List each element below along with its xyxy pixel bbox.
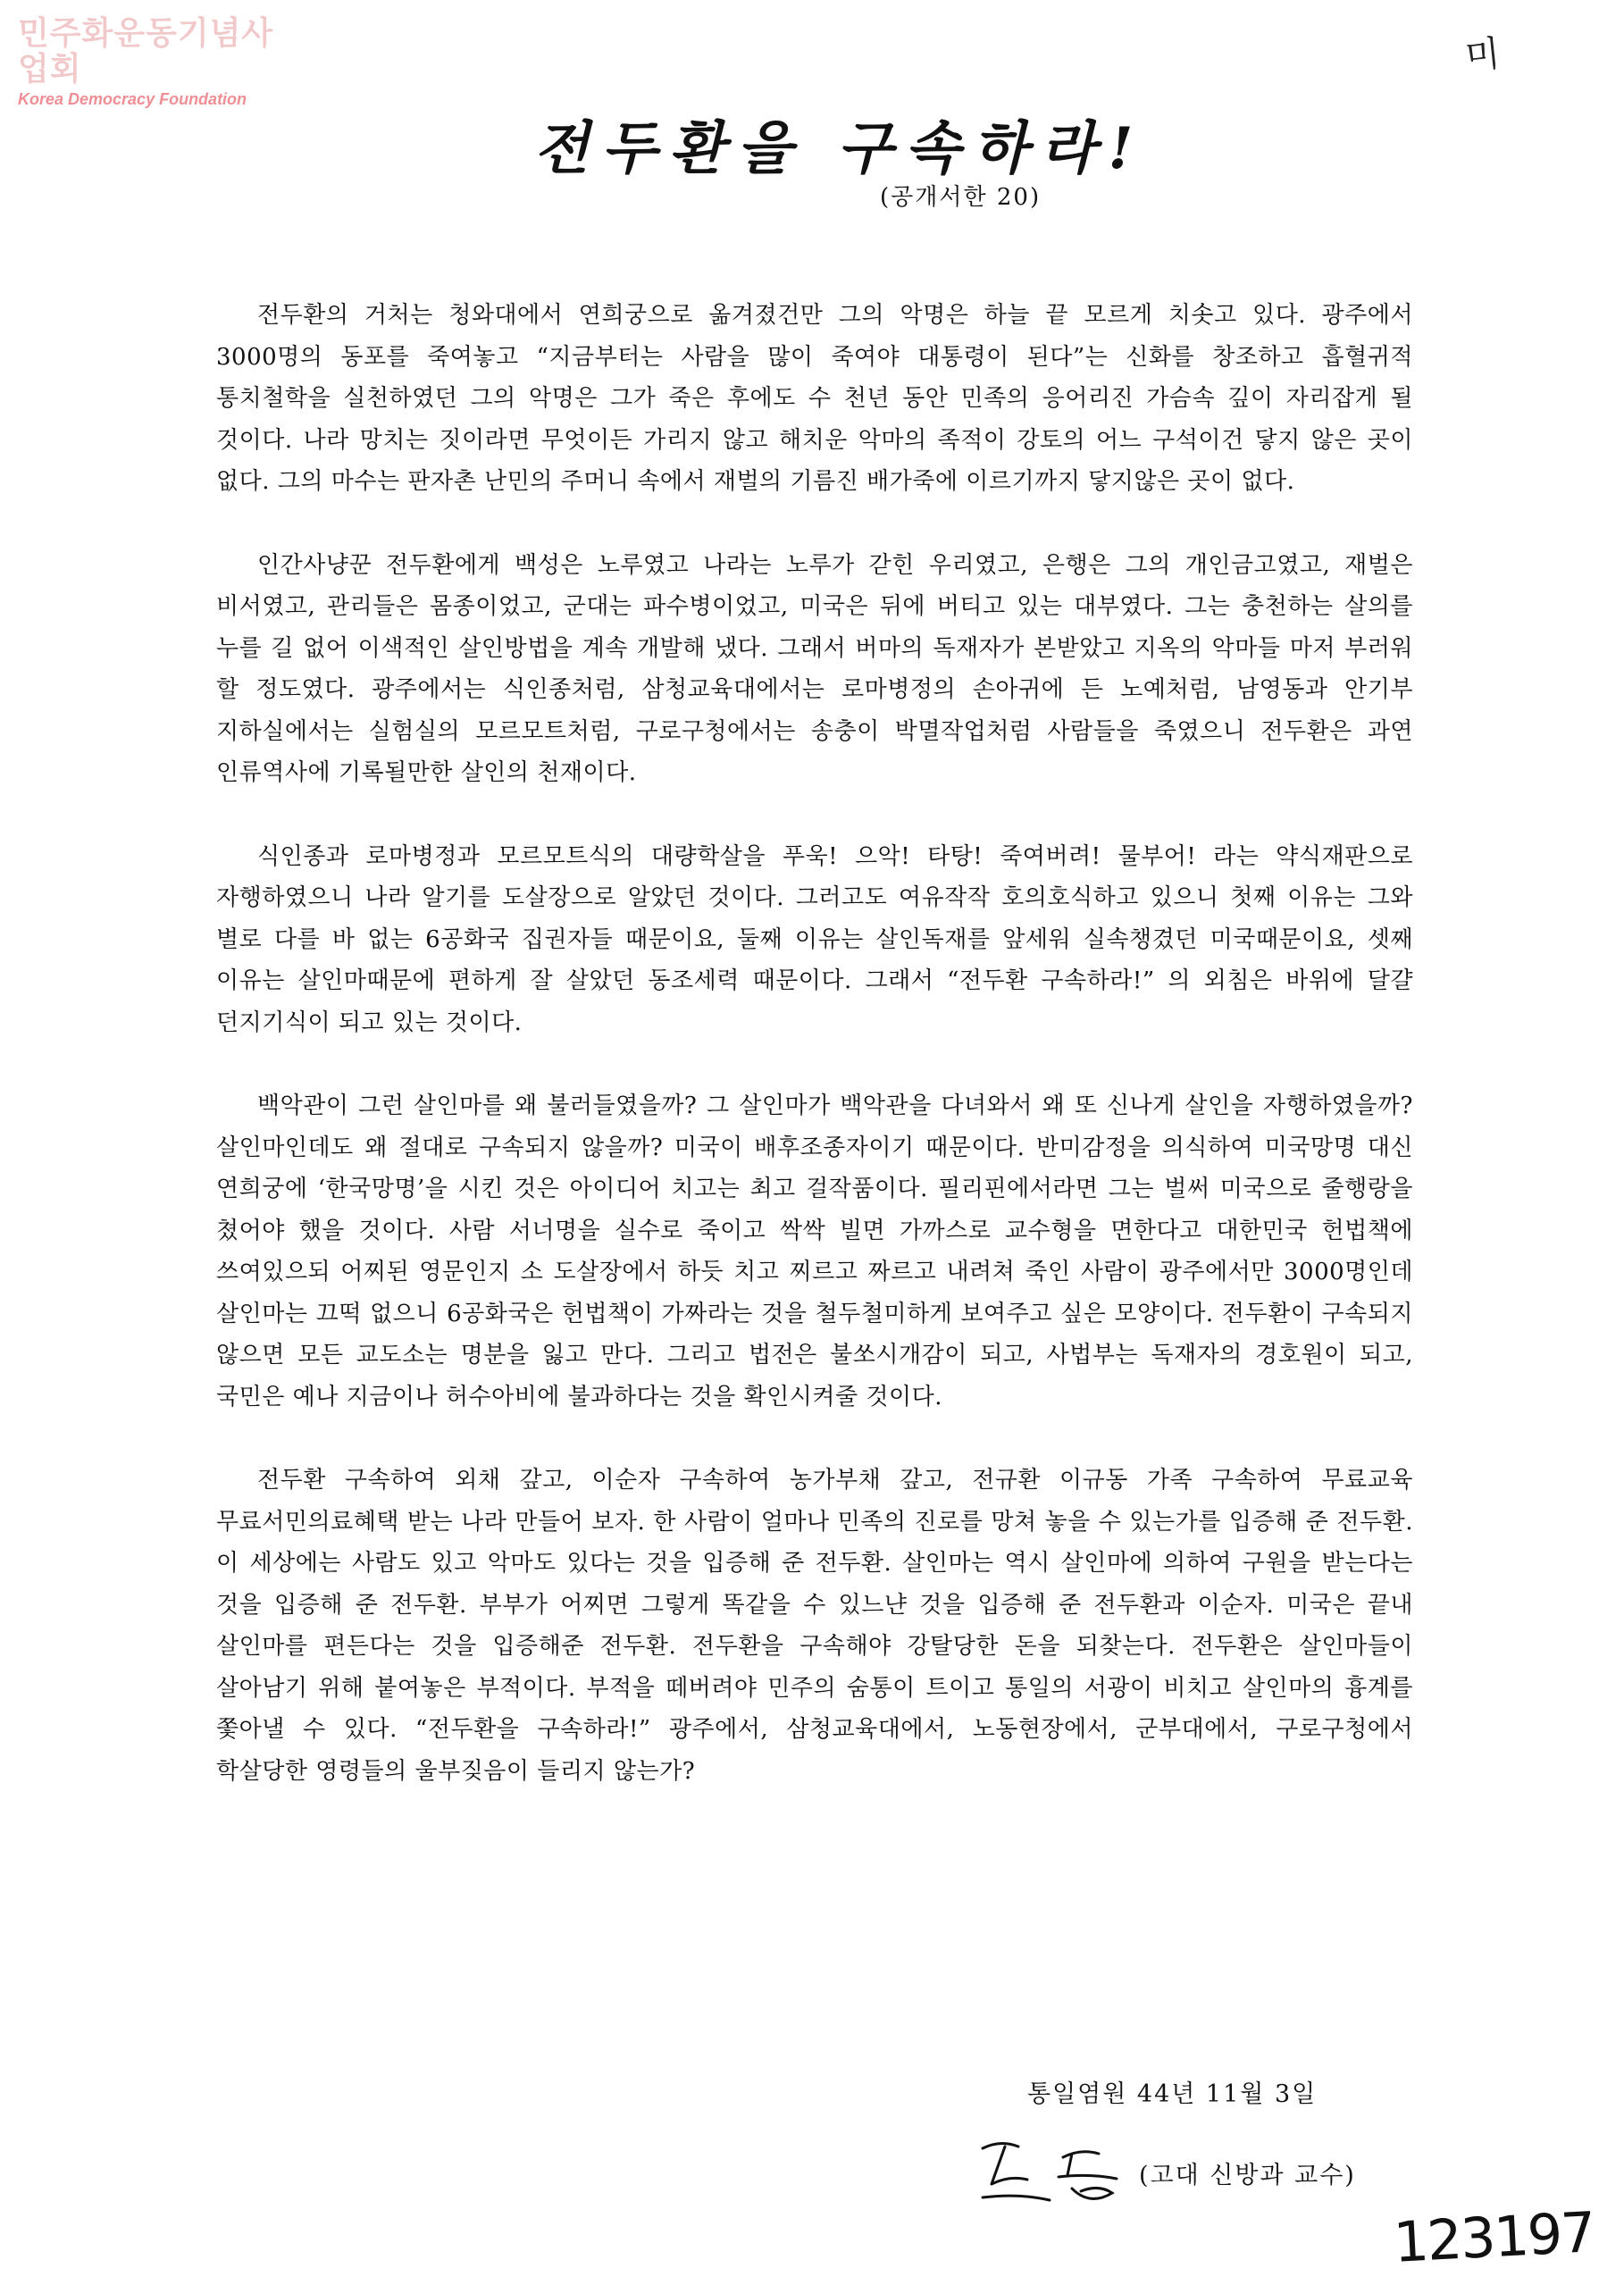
paragraph-1: 전두환의 거처는 청와대에서 연희궁으로 옮겨졌건만 그의 악명은 하늘 끝 모르게 치솟고 있다. 광주에서 3000명의 동포를 죽여놓고 “지금부터는 사람을 많이 죽여야 대통령이 된다”는 신화를 창조하고 흡혈귀적 통치철학을 실천하였던 그의 악명은 그가 죽은 후에도 수 천년 동안 민족의 응어리진 가슴속 깊이 자리잡게 될 것이다. 나라 망치는 짓이라면 무엇이든 가리지 않고 해치운 악마의 족적이 강토의 어느 구석이건 닿지 않은 곳이 없다. 그의 마수는 판자촌 난민의 주머니 속에서 재벌의 기름진 배가죽에 이르기까지 닿지않은 곳이 없다. [216, 302, 1413, 495]
handwritten-signature [965, 2122, 1143, 2220]
author-affiliation: (고대 신방과 교수) [1139, 2162, 1356, 2189]
signature-block [965, 2122, 1429, 2220]
foundation-watermark [18, 16, 286, 109]
paragraph-5: 전두환 구속하여 외채 갚고, 이순자 구속하여 농가부채 갚고, 전규환 이규동 가족 구속하여 무료교육 무료서민의료혜택 받는 나라 만들어 보자. 한 사람이 얼마나 민족의 진로를 망쳐 놓을 수 있는가를 입증해 준 전두환. 이 세상에는 사람도 있고 악마도 있다는 것을 입증해 준 전두환. 살인마는 역시 살인마에 의하여 구원을 받는다는 것을 입증해 준 전두환. 부부가 어찌면 그렇게 똑같을 수 있느냔 것을 입증해 준 전두환과 이순자. 미국은 끝내 살인마를 편든다는 것을 입증해준 전두환. 전두환을 구속해야 강탈당한 돈을 되찾는다. 전두환은 살인마들이 살아남기 위해 붙여놓은 부적이다. 부적을 떼버려야 민주의 숨통이 트이고 통일의 서광이 비치고 살인마의 흉계를 쫓아낼 수 있다. “전두환을 구속하라!” 광주에서, 삼청교육대에서, 노동현장에서, 군부대에서, 구로구청에서 학살당한 영령들의 울부짖음이 들리지 않는가? [216, 1467, 1413, 1785]
document-subtitle: (공개서한 20) [880, 184, 1042, 211]
watermark-korean: 민주화운동기념사업회 [18, 15, 274, 88]
letter-date: 통일염원 44년 11월 3일 [1027, 2080, 1318, 2108]
handwritten-document-number: 123197 [1392, 2199, 1596, 2275]
watermark-english: Korea Democracy Foundation [18, 90, 247, 108]
letter-body [216, 295, 1413, 1834]
document-title: 전두환을 구속하라! [533, 115, 1146, 182]
paragraph-2: 인간사냥꾼 전두환에게 백성은 노루였고 나라는 노루가 갇힌 우리였고, 은행은 그의 개인금고였고, 재벌은 비서였고, 관리들은 몸종이었고, 군대는 파수병이었고, 미국은 뒤에 버티고 있는 대부였다. 그는 충천하는 살의를 누를 길 없어 이색적인 살인방법을 계속 개발해 냈다. 그래서 버마의 독재자가 본받았고 지옥의 악마들 마저 부러워 할 정도였다. 광주에서는 식인종처럼, 삼청교육대에서는 로마병정의 손아귀에 든 노예처럼, 남영동과 안기부 지하실에서는 실험실의 모르모트처럼, 구로구청에서는 송충이 박멸작업처럼 사람들을 죽였으니 전두환은 과연 인류역사에 기록될만한 살인의 천재이다. [216, 551, 1413, 786]
handwritten-corner-mark: 미 [1463, 33, 1503, 78]
paragraph-4: 백악관이 그런 살인마를 왜 불러들였을까? 그 살인마가 백악관을 다녀와서 왜 또 신나게 살인을 자행하였을까? 살인마인데도 왜 절대로 구속되지 않을까? 미국이 배후조종자이기 때문이다. 반미감정을 의식하여 미국망명 대신 연희궁에 ‘한국망명’을 시킨 것은 아이디어 치고는 최고 걸작품이다. 필리핀에서라면 그는 벌써 미국으로 줄행랑을 쳤어야 했을 것이다. 사람 서너명을 실수로 죽이고 싹싹 빌면 가까스로 교수형을 면한다고 대한민국 헌법책에 쓰여있으되 어찌된 영문인지 소 도살장에서 하듯 치고 찌르고 짜르고 내려쳐 죽인 사람이 광주에서만 3000명인데 살인마는 끄떡 없으니 6공화국은 헌법책이 가짜라는 것을 철두철미하게 보여주고 싶은 모양이다. 전두환이 구속되지 않으면 모든 교도소는 명분을 잃고 만다. 그리고 법전은 불쏘시개감이 되고, 사법부는 독재자의 경호원이 되고, 국민은 예나 지금이나 허수아비에 불과하다는 것을 확인시켜줄 것이다. [216, 1092, 1413, 1410]
paragraph-3: 식인종과 로마병정과 모르모트식의 대량학살을 푸욱! 으악! 타탕! 죽여버려! 물부어! 라는 약식재판으로 자행하였으니 나라 알기를 도살장으로 알았던 것이다. 그러고도 여유작작 호의호식하고 있으니 첫째 이유는 그와 별로 다를 바 없는 6공화국 집권자들 때문이요, 둘째 이유는 살인독재를 앞세워 실속챙겼던 미국때문이요, 셋째 이유는 살인마때문에 편하게 잘 살았던 동조세력 때문이다. 그래서 “전두환 구속하라!” 의 외침은 바위에 달걀 던지기식이 되고 있는 것이다. [216, 842, 1413, 1036]
